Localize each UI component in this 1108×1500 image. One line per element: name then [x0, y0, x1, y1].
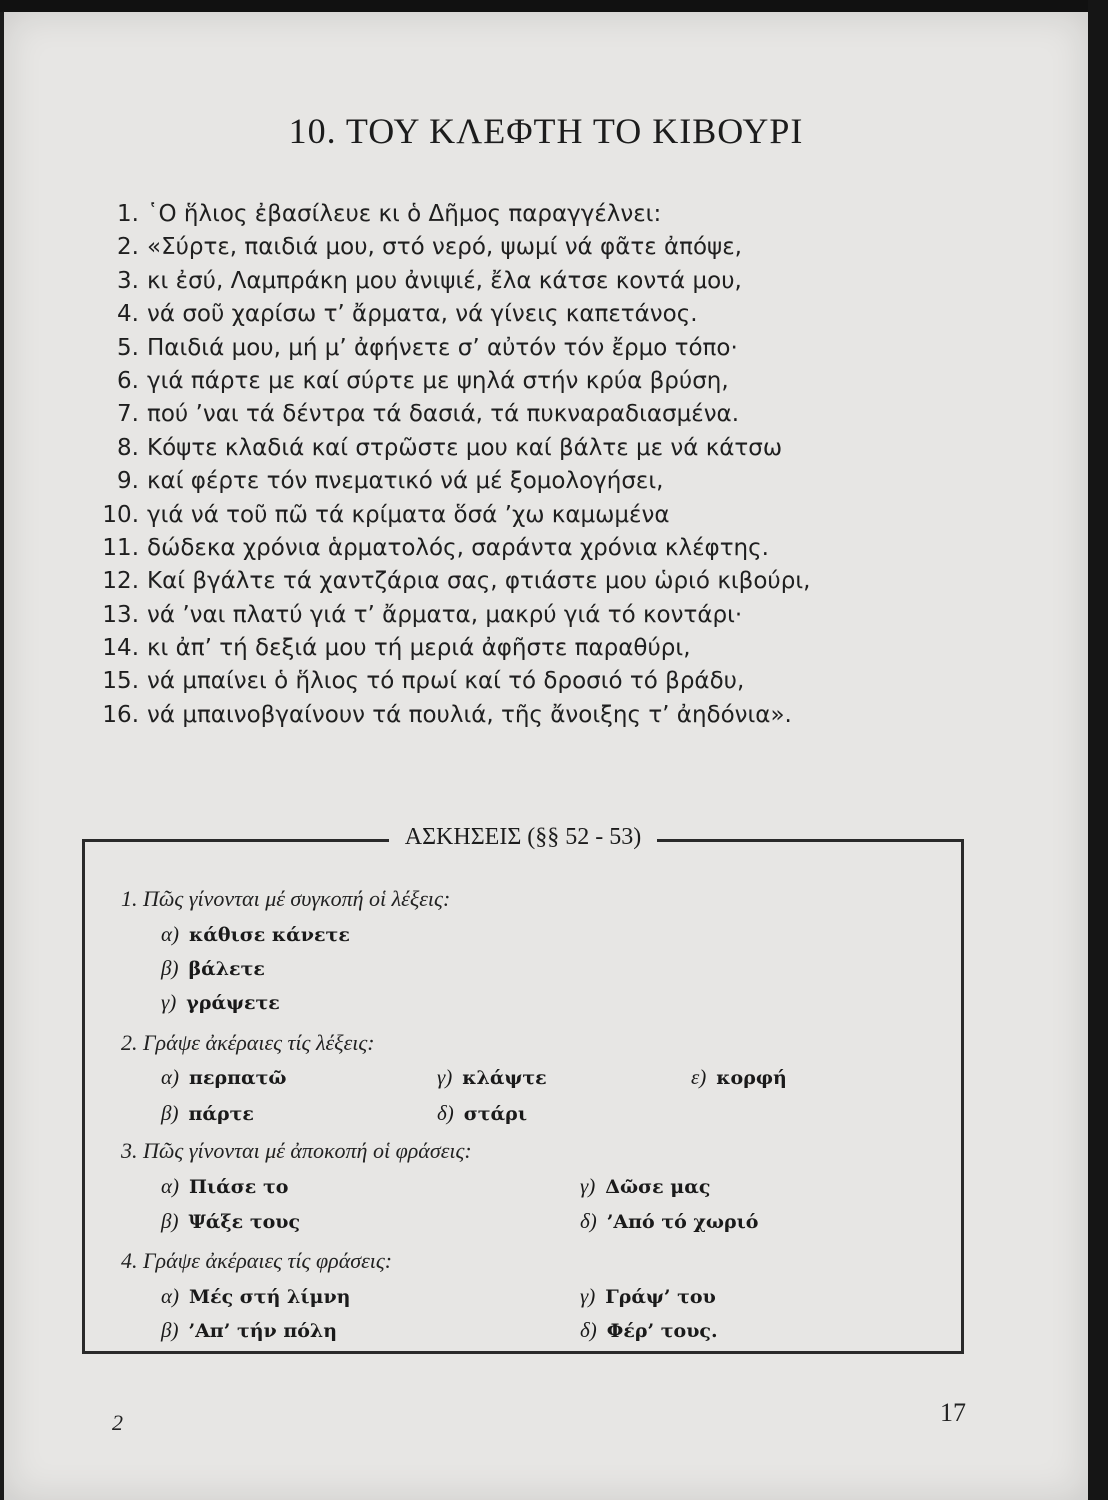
- verse-line: [94, 198, 994, 231]
- item-word: Δῶσε μας: [605, 1176, 711, 1198]
- item-letter: δ): [580, 1209, 597, 1233]
- item-letter: γ): [580, 1284, 596, 1308]
- exercises-heading-wrap: [85, 824, 961, 851]
- verse-line: [94, 465, 994, 498]
- verse-line: [94, 332, 994, 365]
- verse-number: 3.: [117, 267, 139, 294]
- verse-text: κι ἐσύ, Λαμπράκη μου ἀνιψιέ, ἔλα κάτσε κοντά μου,: [147, 267, 742, 294]
- scan-top-edge: [0, 0, 1108, 12]
- exercise-question-2: 2. Γράψε ἀκέραιες τίς λέξεις:: [121, 1030, 375, 1055]
- verse-text: γιά πάρτε με καί σύρτε με ψηλά στήν κρύα βρύση,: [147, 367, 729, 394]
- item-word: στάρι: [463, 1103, 528, 1125]
- exercise-item: [580, 1209, 758, 1234]
- verse-number: 2.: [117, 234, 139, 261]
- exercise-question-4: 4. Γράψε ἀκέραιες τίς φράσεις:: [121, 1248, 393, 1273]
- book-page: [4, 12, 1088, 1500]
- item-letter: β): [161, 1209, 179, 1233]
- verse-number: 4.: [117, 301, 139, 328]
- exercise-item: [580, 1284, 716, 1309]
- item-letter: α): [161, 1065, 180, 1089]
- verse-text: πού ’ναι τά δέντρα τά δασιά, τά πυκναραδιασμένα.: [147, 401, 740, 428]
- item-letter: β): [161, 1318, 179, 1342]
- verse-number: 9.: [117, 468, 139, 495]
- verse-text: νά μπαίνει ὁ ἥλιος τό πρωί καί τό δροσιό τό βράδυ,: [147, 668, 745, 695]
- item-letter: β): [161, 956, 179, 980]
- verse-text: καί φέρτε τόν πνεματικό νά μέ ξομολογήσει,: [147, 468, 664, 495]
- verse-line: [94, 265, 994, 298]
- exercise-item: [161, 956, 265, 981]
- verse-line: [94, 699, 994, 732]
- exercise-item: [161, 922, 350, 947]
- item-letter: γ): [161, 990, 177, 1014]
- exercise-item: [161, 1284, 350, 1309]
- verse-number: 12.: [102, 568, 139, 595]
- item-word: Γράψ’ του: [605, 1286, 716, 1308]
- verse-line: [94, 499, 994, 532]
- item-word: Πιάσε το: [189, 1176, 289, 1198]
- verse-number: 1.: [117, 201, 139, 227]
- verse-text: νά σοῦ χαρίσω τ’ ἄρματα, νά γίνεις καπετάνος.: [147, 301, 698, 328]
- exercise-question-3: 3. Πῶς γίνονται μέ ἀποκοπή οἱ φράσεις:: [121, 1138, 472, 1163]
- verse-line: [94, 565, 994, 598]
- item-word: Ψάξε τους: [188, 1211, 301, 1233]
- verse-number: 6.: [117, 367, 139, 394]
- item-letter: γ): [437, 1065, 453, 1089]
- exercise-item: [161, 1174, 288, 1199]
- item-letter: δ): [580, 1318, 597, 1342]
- item-letter: δ): [437, 1101, 454, 1125]
- verse-number: 8.: [117, 434, 139, 461]
- exercise-item: [161, 1101, 254, 1126]
- exercise-item: [161, 1318, 337, 1343]
- verse-text: Παιδιά μου, μή μ’ ἀφήνετε σ’ αὐτόν τόν ἔρμο τόπο·: [147, 334, 738, 361]
- item-word: πάρτε: [188, 1103, 254, 1125]
- verse-line: [94, 665, 994, 698]
- exercise-item: [161, 990, 280, 1015]
- item-word: ’Από τό χωριό: [606, 1211, 759, 1233]
- exercises-heading: ΑΣΚΗΣΕΙΣ (§§ 52 - 53): [389, 824, 658, 851]
- item-letter: ε): [691, 1065, 707, 1089]
- verse-text: κι ἀπ’ τή δεξιά μου τή μεριά ἀφῆστε παραθύρι,: [147, 635, 691, 662]
- verse-line: [94, 632, 994, 665]
- item-letter: γ): [580, 1174, 596, 1198]
- verse-number: 10.: [102, 501, 139, 528]
- item-word: περπατῶ: [189, 1067, 287, 1089]
- exercise-item: [437, 1101, 527, 1126]
- item-word: κλάψτε: [462, 1067, 547, 1089]
- exercise-item: [161, 1065, 287, 1090]
- exercise-item: [161, 1209, 300, 1234]
- verse-text: νά μπαινοβγαίνουν τά πουλιά, τῆς ἄνοιξης τ’ ἀηδόνια».: [147, 701, 792, 728]
- verse-line: [94, 398, 994, 431]
- poem: [94, 198, 994, 732]
- item-word: Μές στή λίμνη: [189, 1286, 351, 1308]
- item-word: κάθισε κάνετε: [189, 924, 350, 946]
- signature-mark: 2: [112, 1410, 123, 1435]
- exercise-item: [580, 1174, 710, 1199]
- exercises-box: [82, 824, 964, 1354]
- verse-line: [94, 231, 994, 264]
- verse-number: 15.: [102, 668, 139, 695]
- verse-line: [94, 298, 994, 331]
- item-word: γράψετε: [186, 992, 280, 1014]
- verse-line: [94, 365, 994, 398]
- verse-line: [94, 432, 994, 465]
- scan-right-edge: [1088, 0, 1108, 1500]
- verse-text: «Σύρτε, παιδιά μου, στό νερό, ψωμί νά φᾶτε ἀπόψε,: [147, 234, 742, 261]
- verse-number: 11.: [102, 534, 139, 561]
- item-word: κορφή: [716, 1067, 787, 1089]
- verse-line: [94, 599, 994, 632]
- verse-number: 13.: [102, 601, 139, 628]
- exercise-question-1: 1. Πῶς γίνονται μέ συγκοπή οἱ λέξεις:: [121, 886, 451, 911]
- verse-text: ῾Ο ἥλιος ἐβασίλευε κι ὁ Δῆμος παραγγέλνει:: [147, 201, 662, 227]
- verse-number: 5.: [117, 334, 139, 361]
- exercise-item: [437, 1065, 547, 1090]
- page-number: 17: [940, 1398, 966, 1427]
- verse-number: 14.: [102, 635, 139, 662]
- item-letter: α): [161, 1284, 180, 1308]
- item-word: Φέρ’ τους.: [606, 1320, 718, 1342]
- item-word: βάλετε: [188, 958, 265, 980]
- verse-text: δώδεκα χρόνια ἁρματολός, σαράντα χρόνια κλέφτης.: [147, 534, 769, 561]
- item-word: ’Απ’ τήν πόλη: [188, 1320, 338, 1342]
- verse-text: γιά νά τοῦ πῶ τά κρίματα ὅσά ’χω καμωμένα: [147, 501, 670, 528]
- page-title: 10. ΤΟΥ ΚΛΕΦΤΗ ΤΟ ΚΙΒΟΥΡΙ: [288, 111, 804, 151]
- item-letter: β): [161, 1101, 179, 1125]
- verse-text: Καί βγάλτε τά χαντζάρια σας, φτιάστε μου ὡριό κιβούρι,: [147, 568, 811, 595]
- verse-number: 16.: [102, 701, 139, 728]
- verse-line: [94, 532, 994, 565]
- item-letter: α): [161, 1174, 180, 1198]
- item-letter: α): [161, 922, 180, 946]
- exercise-item: [580, 1318, 718, 1343]
- verse-text: Κόψτε κλαδιά καί στρῶστε μου καί βάλτε με νά κάτσω: [147, 434, 783, 461]
- exercise-item: [691, 1065, 787, 1090]
- verse-text: νά ’ναι πλατύ γιά τ’ ἄρματα, μακρύ γιά τό κοντάρι·: [147, 601, 743, 628]
- verse-number: 7.: [117, 401, 139, 428]
